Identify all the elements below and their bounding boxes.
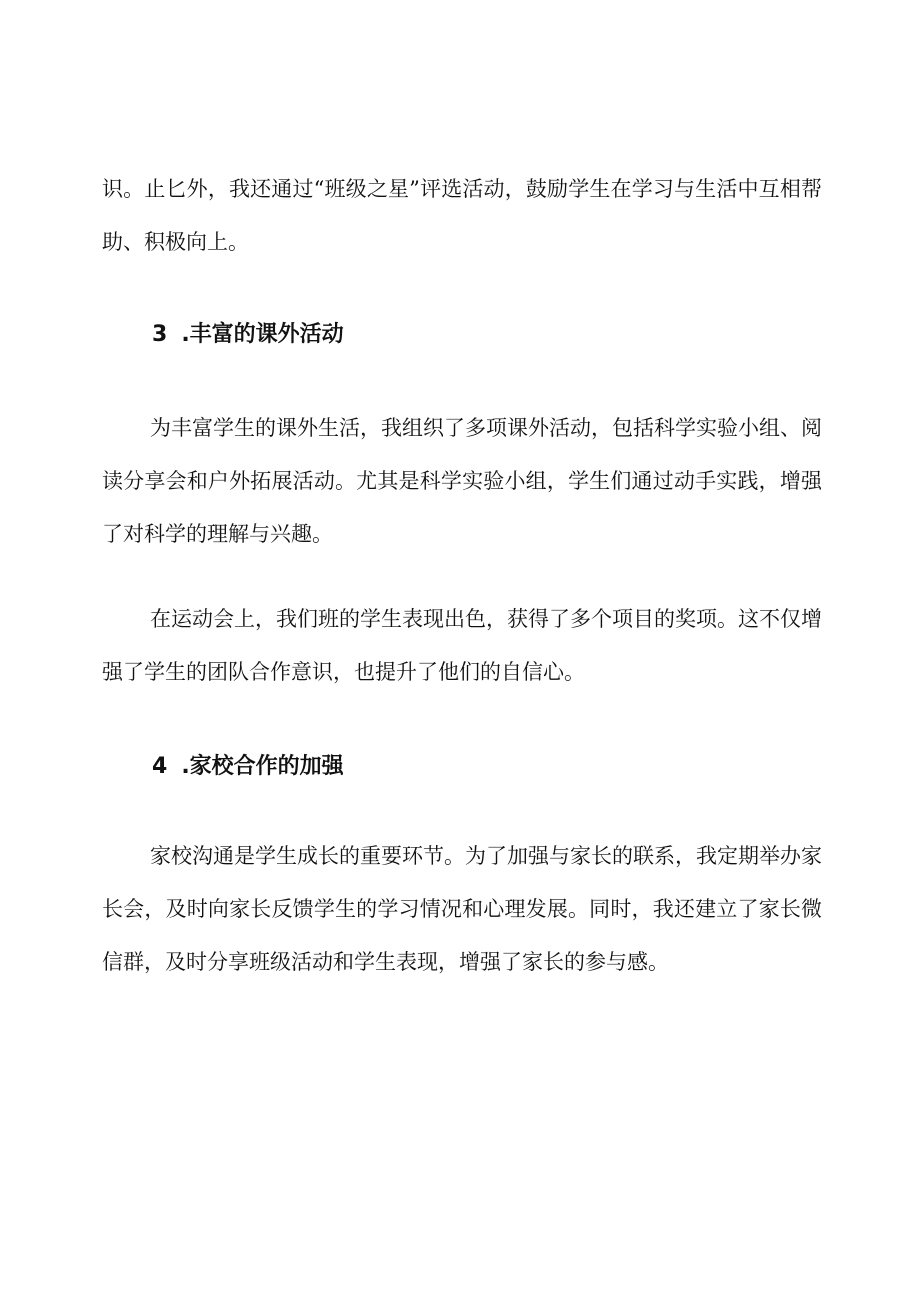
section-number: 4: [152, 754, 168, 779]
section-title: .家校合作的加强: [181, 754, 344, 779]
paragraph-sports-meet: 在运动会上，我们班的学生表现出色，获得了多个项目的奖项。这不仅增强了学生的团队合作意识，也提升了他们的自信心。: [102, 607, 822, 684]
section-heading-4: [152, 752, 344, 782]
section-number: 3: [152, 322, 168, 347]
section-title: .丰富的课外活动: [181, 322, 344, 347]
section-heading-3: [152, 320, 344, 350]
paragraph-continuation: 识。止匕外，我还通过“班级之星”评选活动，鼓励学生在学习与生活中互相帮助、积极向上。: [102, 177, 822, 254]
paragraph-extracurricular: 为丰富学生的课外生活，我组织了多项课外活动，包括科学实验小组、阅读分享会和户外拓展活动。尤其是科学实验小组，学生们通过动手实践，增强了对科学的理解与兴趣。: [102, 416, 822, 546]
paragraph-home-school: 家校沟通是学生成长的重要环节。为了加强与家长的联系，我定期举办家长会，及时向家长反馈学生的学习情况和心理发展。同时，我还建立了家长微信群，及时分享班级活动和学生表现，增强了家长的参与感。: [102, 844, 822, 974]
